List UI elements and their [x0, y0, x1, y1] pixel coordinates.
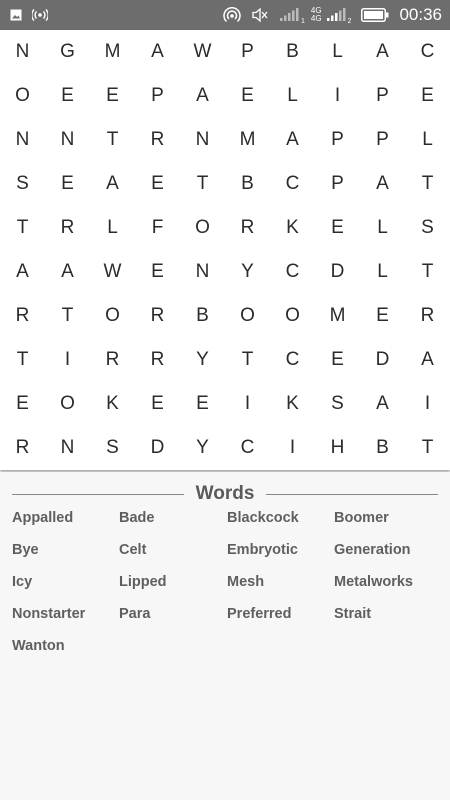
grid-cell[interactable]: B [241, 173, 254, 194]
grid-cell[interactable]: T [16, 217, 29, 238]
grid-cell[interactable]: R [15, 437, 30, 458]
word-item: Strait [334, 606, 372, 622]
grid-cell[interactable]: W [193, 41, 212, 62]
word-item: Celt [119, 542, 147, 558]
grid-cell[interactable]: N [195, 129, 210, 150]
word-item: Lipped [119, 574, 167, 590]
grid-cell[interactable]: E [241, 85, 254, 106]
grid-cell[interactable]: R [150, 129, 165, 150]
grid-cell[interactable]: R [240, 217, 255, 238]
word-item: Appalled [12, 510, 74, 526]
grid-cell[interactable]: O [60, 393, 75, 414]
grid-cell[interactable]: T [421, 173, 434, 194]
grid-cell[interactable]: L [377, 261, 388, 282]
grid-cell[interactable]: E [331, 217, 344, 238]
grid-cell[interactable]: A [376, 173, 389, 194]
grid-cell[interactable]: R [105, 349, 120, 370]
grid-row [0, 426, 450, 470]
grid-cell[interactable]: R [15, 305, 30, 326]
mute-icon [251, 7, 269, 23]
grid-cell[interactable]: R [150, 305, 165, 326]
grid-cell[interactable]: P [331, 129, 344, 150]
grid-cell[interactable]: O [285, 305, 300, 326]
grid-cell[interactable]: L [332, 41, 343, 62]
grid-cell[interactable]: I [289, 437, 296, 458]
grid-cell[interactable]: R [150, 349, 165, 370]
grid-row [0, 118, 450, 162]
grid-cell[interactable]: S [16, 173, 29, 194]
grid-cell[interactable]: P [376, 85, 389, 106]
grid-cell[interactable]: A [16, 261, 29, 282]
grid-cell[interactable]: D [330, 261, 345, 282]
grid-cell[interactable]: R [60, 217, 75, 238]
grid-row [0, 294, 450, 338]
signal-icon [279, 8, 299, 22]
grid-row [0, 250, 450, 294]
grid-cell[interactable]: A [376, 393, 389, 414]
grid-cell[interactable]: L [422, 129, 433, 150]
words-panel [0, 472, 450, 800]
grid-cell[interactable]: P [241, 41, 254, 62]
grid-cell[interactable]: O [105, 305, 120, 326]
grid-cell[interactable]: S [331, 393, 344, 414]
grid-cell[interactable]: N [60, 129, 75, 150]
grid-row [0, 30, 450, 74]
grid-cell[interactable]: W [103, 261, 122, 282]
grid-cell[interactable]: Y [196, 349, 209, 370]
grid-cell[interactable]: A [61, 261, 74, 282]
grid-cell[interactable]: C [285, 173, 300, 194]
sim-2-label: 2 [347, 18, 352, 25]
grid-cell[interactable]: C [420, 41, 435, 62]
grid-cell[interactable]: E [106, 85, 119, 106]
grid-cell[interactable]: N [15, 129, 30, 150]
word-item: Nonstarter [12, 606, 86, 622]
grid-row [0, 206, 450, 250]
grid-cell[interactable]: B [196, 305, 209, 326]
grid-cell[interactable]: E [376, 305, 389, 326]
grid-cell[interactable]: I [424, 393, 431, 414]
grid-cell[interactable]: B [376, 437, 389, 458]
grid-cell[interactable]: E [16, 393, 29, 414]
grid-cell[interactable]: O [15, 85, 30, 106]
grid-cell[interactable]: E [421, 85, 434, 106]
grid-row [0, 338, 450, 382]
grid-cell[interactable]: R [420, 305, 435, 326]
word-item: Blackcock [227, 510, 299, 526]
grid-cell[interactable]: E [151, 261, 164, 282]
grid-row [0, 162, 450, 206]
grid-cell[interactable]: N [60, 437, 75, 458]
grid-cell[interactable]: S [106, 437, 119, 458]
grid-cell[interactable]: M [329, 305, 346, 326]
hotspot-icon [223, 6, 241, 24]
grid-cell[interactable]: M [104, 41, 121, 62]
word-item: Generation [334, 542, 411, 558]
grid-cell[interactable]: Y [241, 261, 254, 282]
grid-cell[interactable]: C [285, 349, 300, 370]
word-list [12, 508, 442, 668]
grid-cell[interactable]: N [15, 41, 30, 62]
grid-cell[interactable]: M [239, 129, 256, 150]
grid-cell[interactable]: O [240, 305, 255, 326]
grid-cell[interactable]: D [375, 349, 390, 370]
grid-cell[interactable]: A [286, 129, 299, 150]
grid-cell[interactable]: P [331, 173, 344, 194]
grid-cell[interactable]: Y [196, 437, 209, 458]
word-item: Bye [12, 542, 39, 558]
grid-cell[interactable]: A [421, 349, 434, 370]
clock: 00:36 [399, 5, 442, 24]
word-item: Mesh [227, 574, 265, 590]
header-divider-right [266, 494, 438, 495]
grid-cell[interactable]: I [64, 349, 71, 370]
word-item: Wanton [12, 638, 65, 654]
grid-cell[interactable]: A [106, 173, 119, 194]
word-item: Para [119, 606, 151, 622]
battery-icon [361, 8, 389, 22]
word-item: Embryotic [227, 542, 298, 558]
grid-cell[interactable]: B [286, 41, 299, 62]
signal-icon [326, 8, 346, 22]
sim-1-label: 1 [300, 18, 305, 25]
grid-cell[interactable]: T [16, 349, 29, 370]
grid-cell[interactable]: E [61, 85, 74, 106]
word-item: Boomer [334, 510, 389, 526]
grid-cell[interactable]: T [61, 305, 74, 326]
word-item: Metalworks [334, 574, 413, 590]
word-item: Icy [12, 574, 33, 590]
header-divider-left [12, 494, 184, 495]
grid-cell[interactable]: H [330, 437, 345, 458]
image-icon [10, 9, 22, 21]
grid-cell[interactable]: T [196, 173, 209, 194]
grid-cell[interactable]: T [106, 129, 119, 150]
grid-cell[interactable]: L [377, 217, 388, 238]
grid-cell[interactable]: K [286, 393, 299, 414]
words-title: Words [195, 483, 255, 504]
grid-cell[interactable]: T [241, 349, 254, 370]
grid-row [0, 382, 450, 426]
grid-cell[interactable]: L [287, 85, 298, 106]
words-header [12, 482, 438, 506]
word-item: Bade [119, 510, 155, 526]
grid-cell[interactable]: I [244, 393, 251, 414]
grid-cell[interactable]: G [60, 41, 75, 62]
grid-cell[interactable]: P [151, 85, 164, 106]
grid-row [0, 74, 450, 118]
grid-cell[interactable]: P [376, 129, 389, 150]
grid-cell[interactable]: S [421, 217, 434, 238]
grid-cell[interactable]: E [61, 173, 74, 194]
grid-cell[interactable]: A [151, 41, 164, 62]
grid-cell[interactable]: C [285, 261, 300, 282]
network-label-2: 4G [310, 14, 322, 23]
broadcast-icon [32, 9, 48, 21]
grid-cell[interactable]: E [151, 393, 164, 414]
grid-cell[interactable]: E [196, 393, 209, 414]
grid-cell[interactable]: N [195, 261, 210, 282]
grid-cell[interactable]: O [195, 217, 210, 238]
network-label-1: 4G [310, 6, 322, 15]
grid-cell[interactable]: F [151, 217, 164, 238]
letter-grid[interactable] [0, 30, 450, 470]
grid-cell[interactable]: D [150, 437, 165, 458]
grid-cell[interactable]: E [331, 349, 344, 370]
grid-cell[interactable]: T [421, 437, 434, 458]
grid-cell[interactable]: K [286, 217, 299, 238]
status-bar [0, 0, 450, 30]
grid-cell[interactable]: A [196, 85, 209, 106]
grid-cell[interactable]: K [106, 393, 119, 414]
status-right [223, 5, 442, 25]
status-left [10, 9, 48, 21]
grid-cell[interactable]: L [107, 217, 118, 238]
grid-cell[interactable]: E [151, 173, 164, 194]
grid-cell[interactable]: A [376, 41, 389, 62]
word-item: Preferred [227, 606, 292, 622]
grid-cell[interactable]: I [334, 85, 341, 106]
network-type [311, 7, 322, 23]
grid-cell[interactable]: C [240, 437, 255, 458]
grid-cell[interactable]: T [421, 261, 434, 282]
